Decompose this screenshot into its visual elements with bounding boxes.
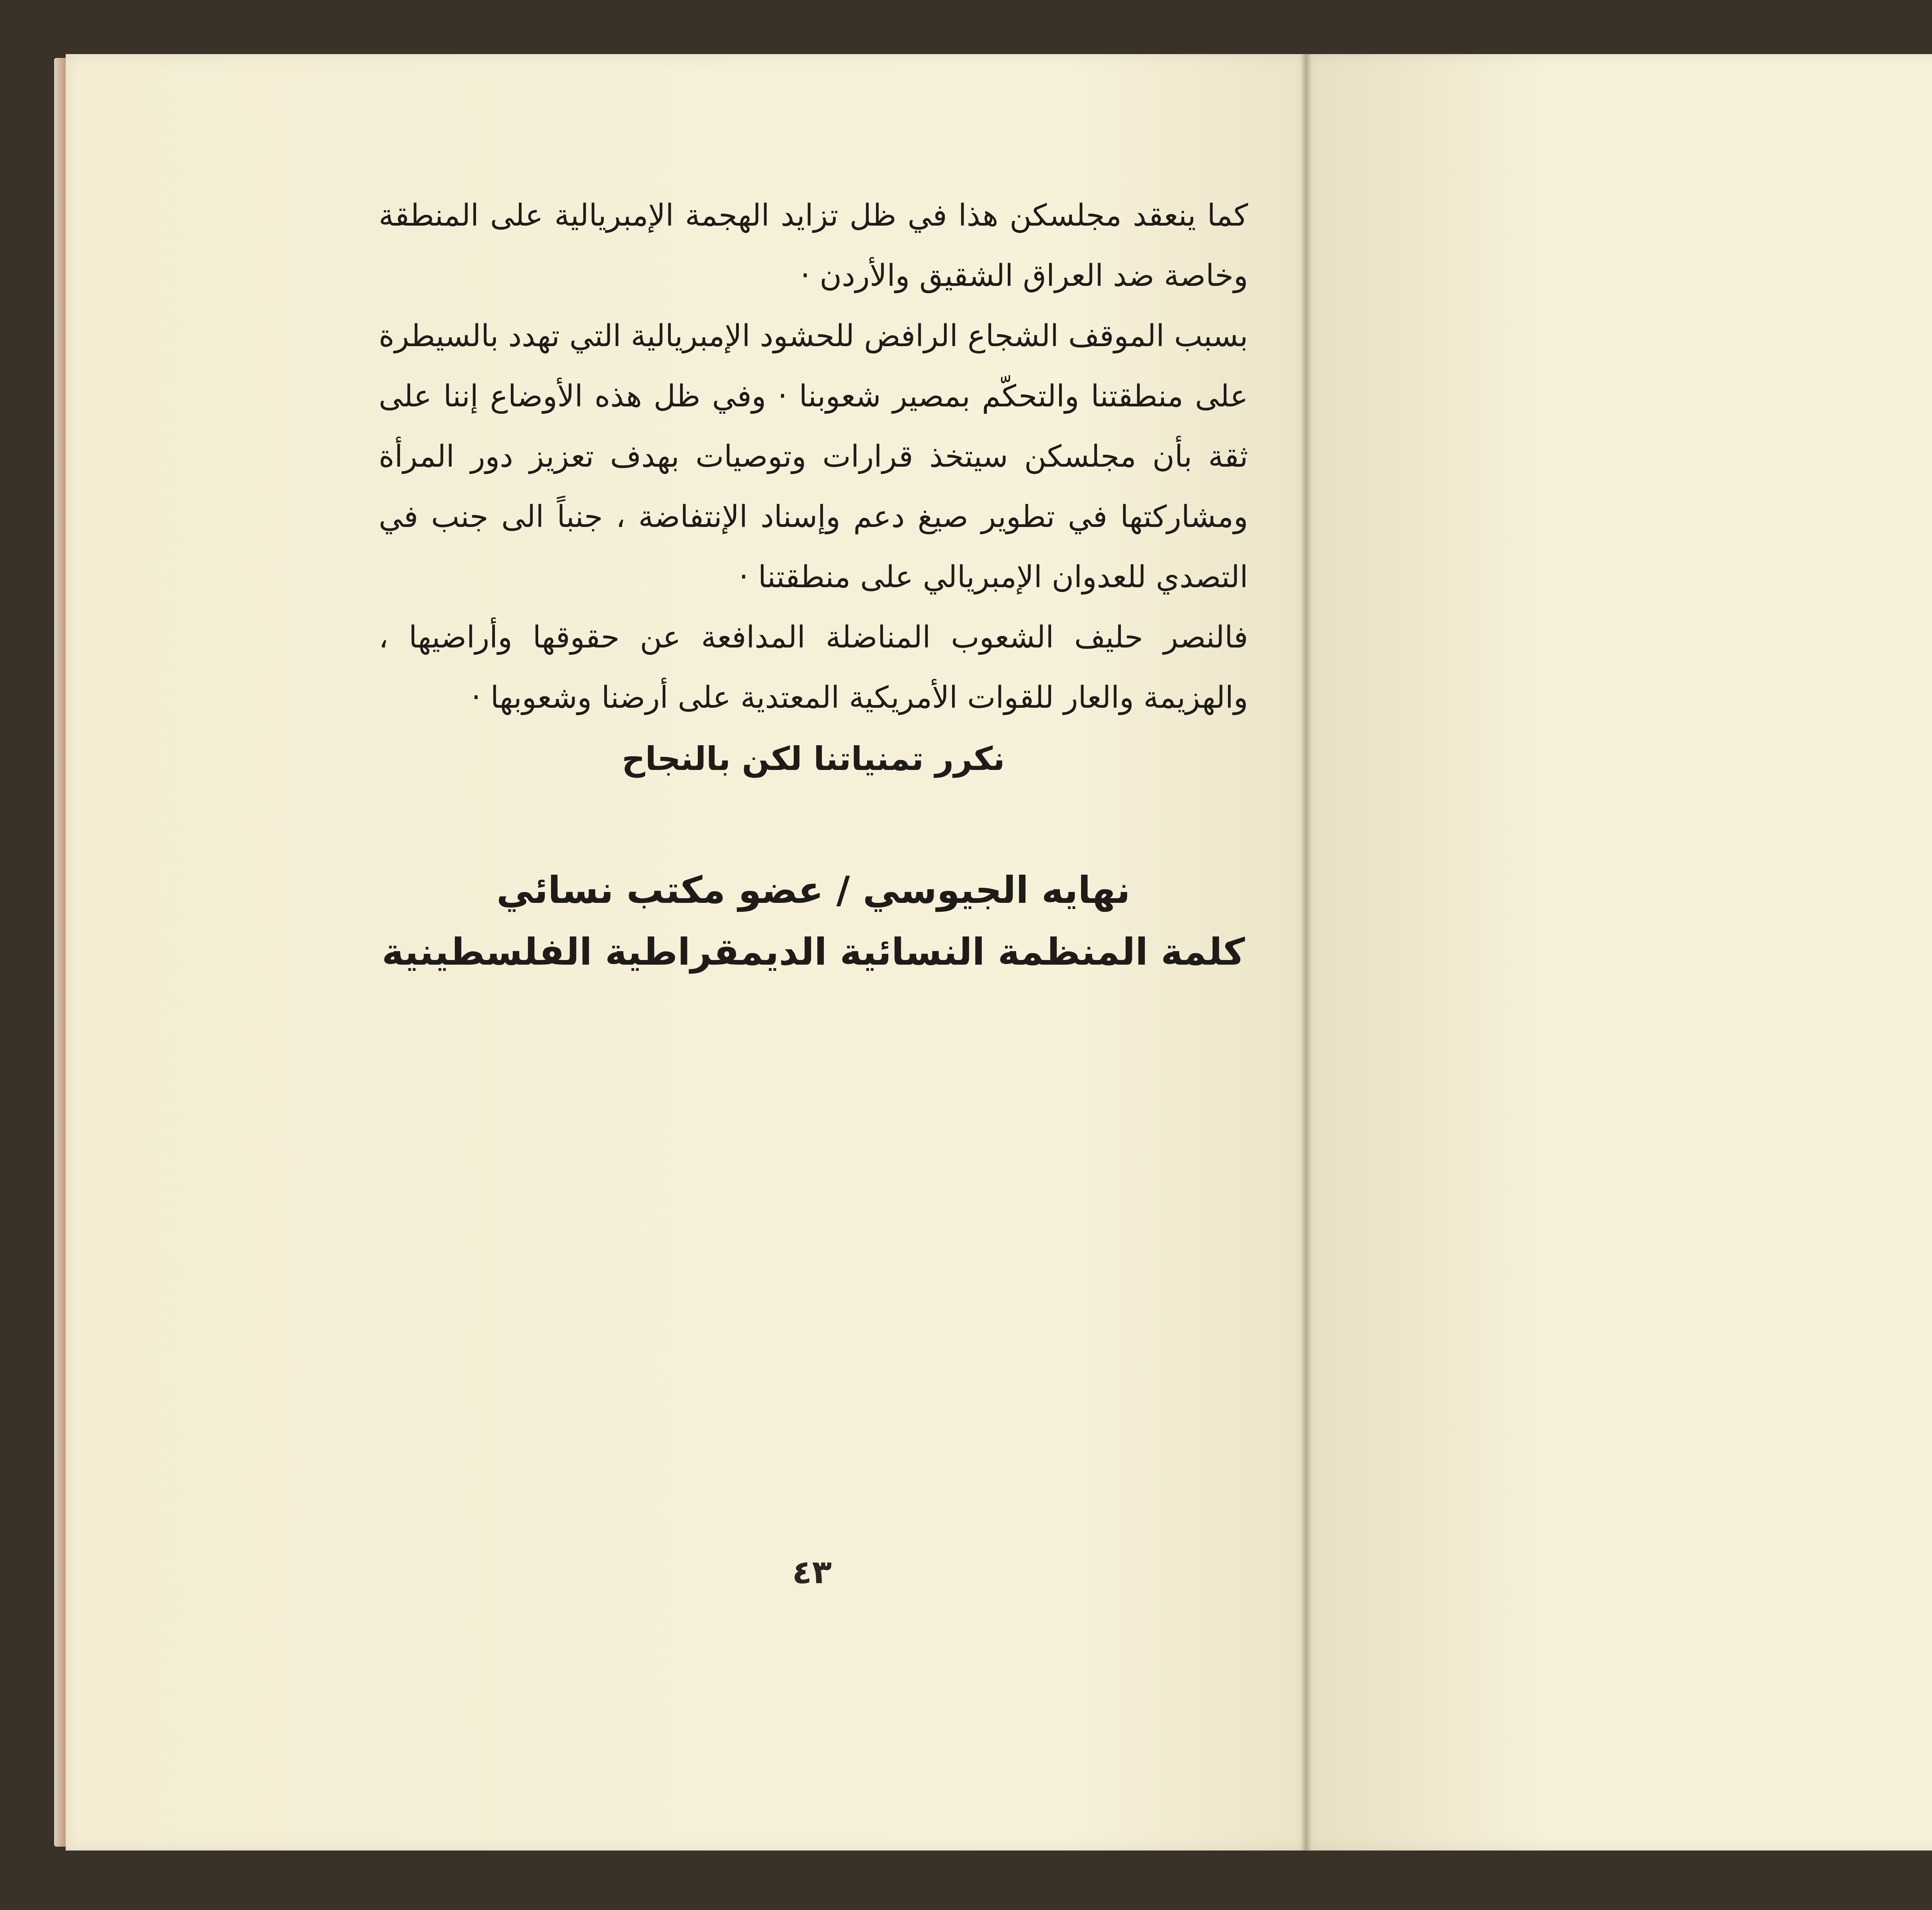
signature-name: نهايه الجيوسي / عضو مكتب نسائي <box>496 868 1131 912</box>
left-paragraph-3: فالنصر حليف الشعوب المناضلة المدافعة عن حقوقها وأراضيها ، والهزيمة والعار للقوات الأمريكية المعتدية على أرضنا وشعوبها · <box>379 620 1248 715</box>
left-page <box>66 54 1306 1851</box>
left-page-text <box>379 185 1248 983</box>
closing-line: نكرر تمنياتنا لكن بالنجاح <box>622 740 1005 778</box>
left-page-number: ٤٣ <box>792 1553 832 1591</box>
left-paragraph-2: بسبب الموقف الشجاع الرافض للحشود الإمبريالية التي تهدد بالسيطرة على منطقتنا والتحكّم بمصير شعوبنا · وفي ظل هذه الأوضاع إننا على ثقة بأن مجلسكن سيتخذ قرارات وتوصيات بهدف تعزيز دور المرأة ومشاركتها في تطوير صيغ دعم وإسناد الإنتفاضة ، جنباً الى جنب في التصدي للعدوان الإمبريالي على منطقتنا · <box>379 319 1248 595</box>
open-book <box>43 46 1932 1858</box>
signature-organization: كلمة المنظمة النسائية الديمقراطية الفلسطينية <box>382 930 1245 974</box>
left-paragraph-1: كما ينعقد مجلسكن هذا في ظل تزايد الهجمة الإمبريالية على المنطقة وخاصة ضد العراق الشقيق والأردن · <box>379 198 1248 293</box>
book-gutter <box>1300 54 1312 1851</box>
right-page <box>1306 54 1932 1851</box>
